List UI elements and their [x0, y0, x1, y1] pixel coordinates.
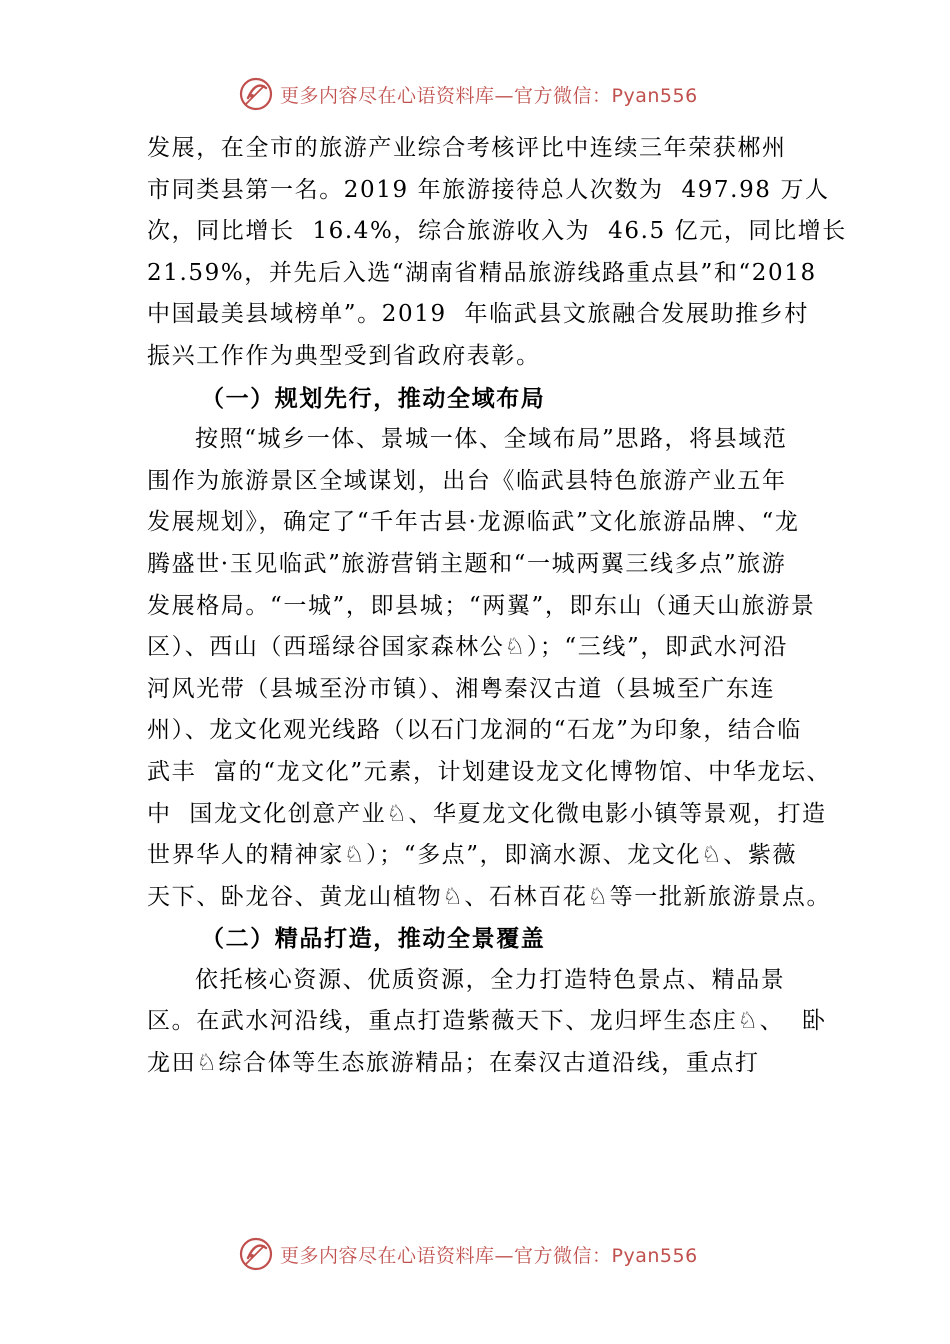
text-line: 龙田♘综合体等生态旅游精品；在秦汉古道沿线，重点打: [147, 1050, 760, 1077]
text-line: 天下、卧龙谷、黄龙山植物♘、石林百花♘等一批新旅游景点。: [147, 883, 832, 910]
brand-logo-icon: [238, 76, 274, 112]
banner-text: 更多内容尽在心语资料库—官方微信：Pyan556: [280, 84, 698, 107]
text-line: 按照“城乡一体、景城一体、全域布局”思路，将县域范: [195, 426, 788, 453]
text-line: 21.59%，并先后入选“湖南省精品旅游线路重点县”和“2018: [147, 259, 817, 286]
text-line: 依托核心资源、优质资源，全力打造特色景点、精品景: [195, 966, 786, 993]
text-line: 围作为旅游景区全域谋划，出台《临武县特色旅游产业五年: [147, 467, 787, 494]
text-line: 中 国龙文化创意产业♘、华夏龙文化微电影小镇等景观，打造: [147, 800, 827, 827]
text-line: 河风光带（县城至汾市镇）、湘粤秦汉古道（县城至广东连: [147, 675, 776, 702]
text-line: 发展，在全市的旅游产业综合考核评比中连续三年荣获郴州: [147, 135, 787, 161]
section-heading: （二）精品打造，推动全景覆盖: [201, 925, 546, 953]
text-line: 发展规划》，确定了“千年古县·龙源临武”文化旅游品牌、“龙: [147, 509, 800, 536]
text-line: 发展格局。“一城”，即县城；“两翼”，即东山（通天山旅游景: [147, 592, 816, 619]
document-body: [147, 128, 847, 1085]
section-heading: （一）规划先行，推动全域布局: [201, 384, 546, 412]
text-line: 中国最美县域榜单”。2019 年临武县文旅融合发展助推乡村: [147, 301, 809, 328]
text-line: 世界华人的精神家♘）；“多点”，即滴水源、龙文化♘、紫薇: [147, 842, 798, 869]
brand-logo-icon: [238, 1236, 274, 1272]
footer-banner: [238, 1232, 698, 1276]
header-banner: [238, 72, 698, 116]
text-line: 武丰 富的“龙文化”元素，计划建设龙文化博物馆、中华龙坛、: [147, 758, 832, 785]
text-line: 区）、西山（西瑶绿谷国家森林公♘）；“三线”，即武水河沿: [147, 634, 788, 661]
banner-text: 更多内容尽在心语资料库—官方微信：Pyan556: [280, 1244, 698, 1267]
text-line: 州）、龙文化观光线路（以石门龙洞的“石龙”为印象，结合临: [147, 717, 802, 744]
text-line: 区。在武水河沿线，重点打造紫薇天下、龙归坪生态庄♘、 卧: [147, 1008, 827, 1035]
text-line: 振兴工作作为典型受到省政府表彰。: [147, 342, 541, 369]
text-line: 次，同比增长 16.4%，综合旅游收入为 46.5 亿元，同比增长: [147, 218, 847, 245]
text-line: 市同类县第一名。2019 年旅游接待总人次数为 497.98 万人: [147, 176, 830, 203]
text-line: 腾盛世·玉见临武”旅游营销主题和“一城两翼三线多点”旅游: [147, 550, 787, 577]
